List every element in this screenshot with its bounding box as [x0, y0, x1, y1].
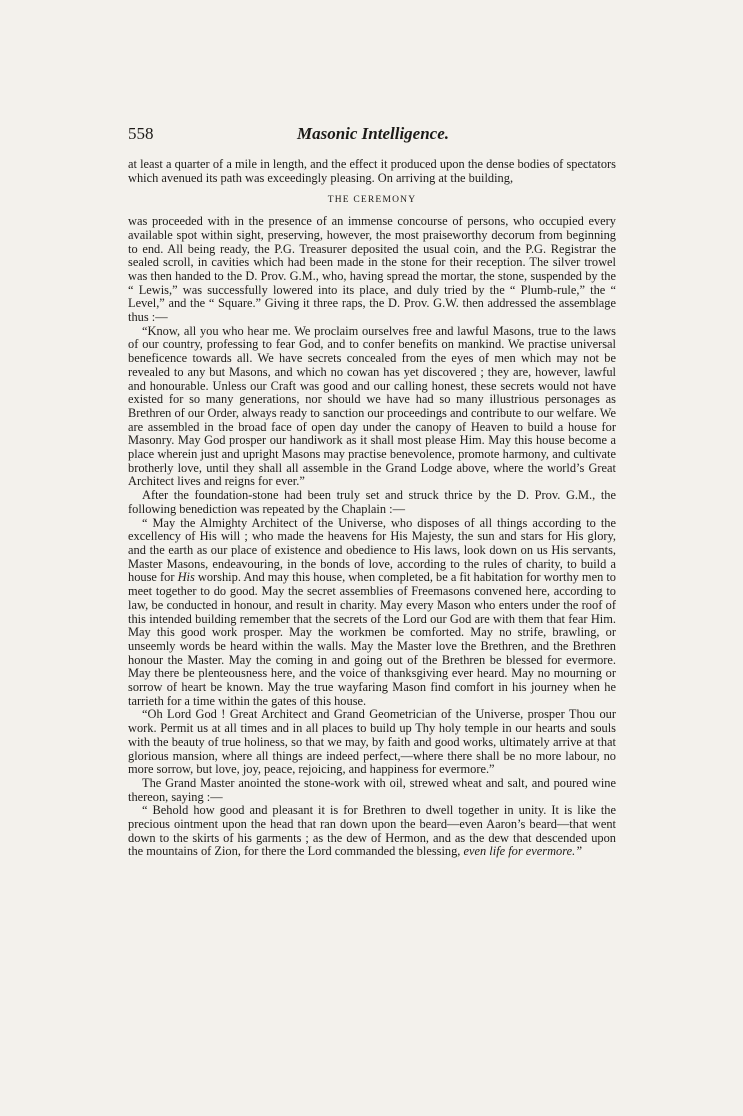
italic-closing: even life for evermore.”	[463, 844, 583, 859]
benediction-text: “ May the Almighty Architect of the Universe, who disposes of all things according to the excellency of His will ; who made the heavens for His Majesty, the sun and stars for His glory, and the earth as our place of existence and obedience to His laws, look down on us His servants, Master Masons, endeavouring, in the bonds of love, according to the rules of charity, to build a house for	[128, 515, 616, 585]
paragraph-procession: at least a quarter of a mile in length, and the effect it produced upon the dense bodies of spectators which avenued its path was exceedingly pleasing. On arriving at the building,	[128, 157, 616, 185]
benediction-continued: worship. And may this house, when completed, be a fit habitation for worthy men to meet together to do good. May the secret assemblies of Freemasons convened here, according to law, be conducted in honour, and result in charity. May every Mason who enters under the roof of this intended building remember that the secrets of the Lord our God are with them that fear Him. May this good work prosper. May the workmen be comforted. May no strife, brawling, or unseemly words be heard within the walls. May the Master love the Brethren, and the Brethren honour the Master. May the coming in and going out of the Brethren be blessed for evermore. May there be plenteousness here, and the voice of thanksgiving ever heard. May no mourning or sorrow of heart be known. May the true wayfaring Mason find comfort in his journey when he tarrieth for a time within the gates of this house.	[128, 570, 616, 708]
article-body	[128, 158, 616, 859]
italic-his: His	[177, 570, 195, 585]
running-title: Masonic Intelligence.	[296, 124, 450, 143]
paragraph-prayer: “Oh Lord God ! Great Architect and Grand Geometrician of the Universe, prosper Thou our work. Permit us at all times and in all places to build up Thy holy temple in our hearts and souls with the beauty of true holiness, so that we may, by faith and good works, ultimately arrive at that glorious mansion, where all things are indeed perfect,—where there shall be no more labour, no more sorrow, but love, joy, peace, rejoicing, and happiness for evermore.”	[128, 707, 616, 777]
paragraph-foundation-stone: After the foundation-stone had been truly set and struck thrice by the D. Prov. G.M., the following benediction was repeated by the Chaplain :—	[128, 488, 616, 516]
paragraph-psalm	[128, 804, 616, 859]
page-header	[128, 124, 618, 148]
paragraph-anointing: The Grand Master anointed the stone-work with oil, strewed wheat and salt, and poured wine thereon, saying :—	[128, 775, 616, 804]
page-number: 558	[128, 124, 154, 143]
paragraph-ceremony: was proceeded with in the presence of an immense concourse of persons, who occupied every available spot within sight, preserving, however, the most praiseworthy decorum from beginning to end. All being ready, the P.G. Treasurer deposited the usual coin, and the P.G. Registrar the sealed scroll, in cavities which had been made in the stone for their reception. The silver trowel was then handed to the D. Prov. G.M., who, having spread the mortar, the stone, suspended by the “ Lewis,” was successfully lowered into its place, and duly tried by the “ Plumb-rule,” the “ Level,” and the “ Square.” Giving it three raps, the D. Prov. G.W. then addressed the assemblage thus :—	[128, 214, 616, 325]
section-heading: THE CEREMONY	[327, 195, 417, 206]
paragraph-address: “Know, all you who hear me. We proclaim ourselves free and lawful Masons, true to the laws of our country, professing to fear God, and to confer benefits on mankind. We practise universal beneficence towards all. We have secrets concealed from the eyes of men which may not be revealed to any but Masons, and which no cowan has yet discovered ; they are, however, lawful and honourable. Unless our Craft was good and our calling honest, these secrets would not have existed for so many generations, nor should we have had so many illustrious personages as Brethren of our Order, always ready to sanction our proceedings and contribute to our welfare. We are assembled in the broad face of open day under the canopy of Heaven to build a house for Masonry. May God prosper our handiwork as it shall most please Him. May this house become a place wherein just and upright Masons may practise benevolence, promote harmony, and cultivate brotherly love, until they shall all assemble in the Grand Lodge above, where the world’s Great Architect lives and reigns for ever.”	[128, 323, 616, 489]
psalm-text: “ Behold how good and pleasant it is for Brethren to dwell together in unity. It is like the precious ointment upon the head that ran down upon the beard—even Aaron’s beard—that went down to the skirts of his garments ; as the dew of Hermon, and as the dew that descended upon the mountains of Zion, for there the Lord commanded the blessing,	[128, 803, 616, 859]
paragraph-benediction	[128, 517, 616, 709]
